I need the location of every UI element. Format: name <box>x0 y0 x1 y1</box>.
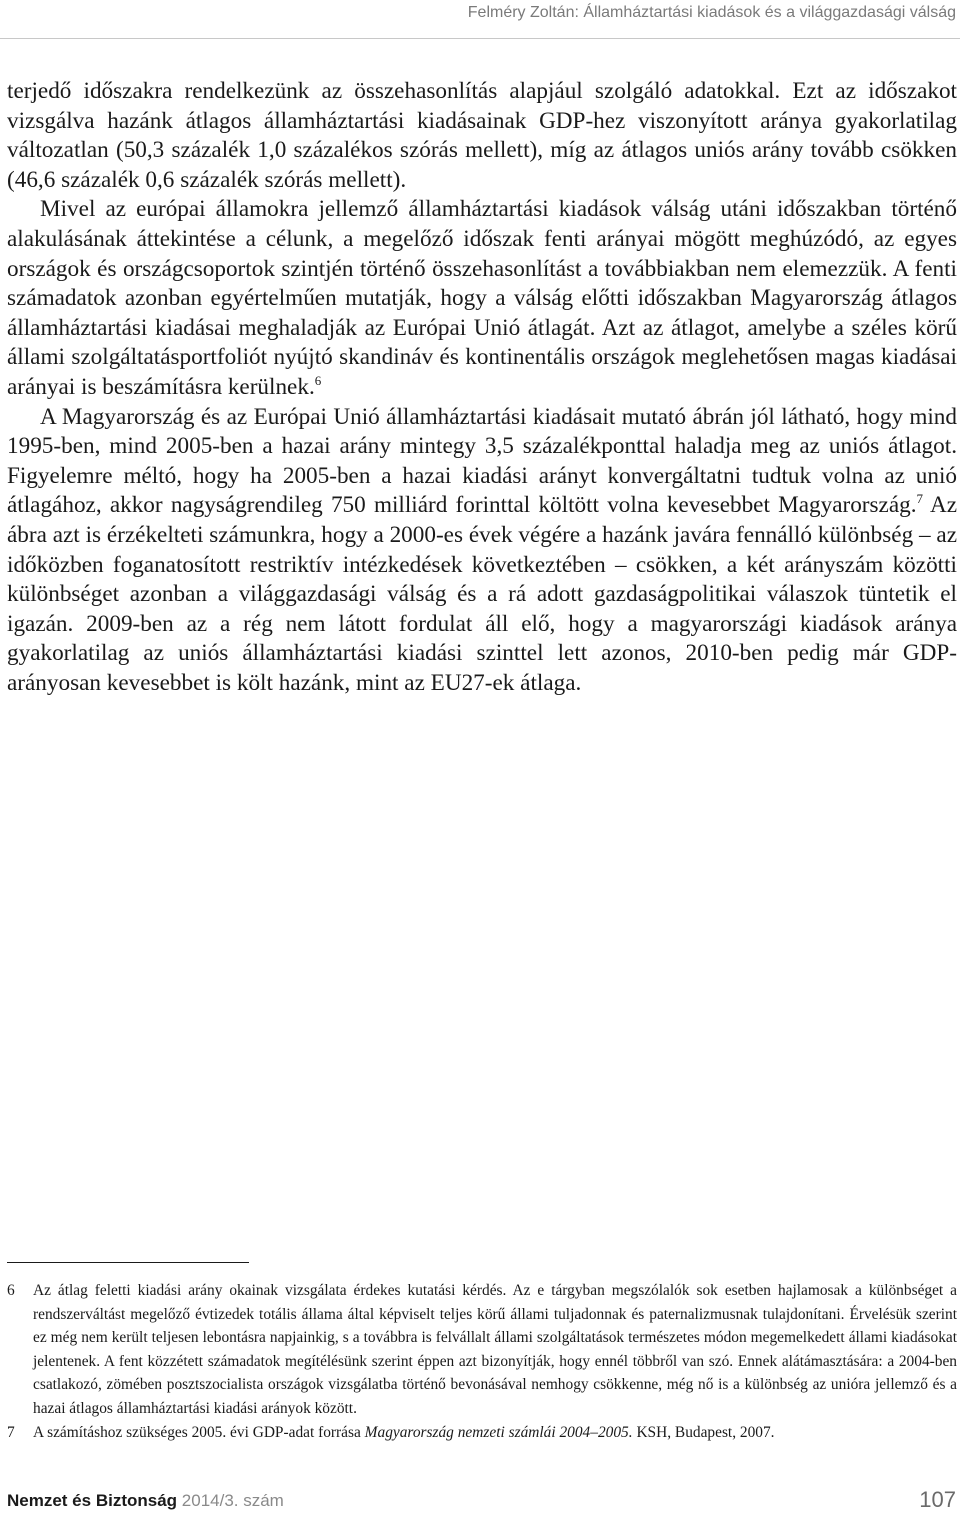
source-title: Magyarország nemzeti számlái 2004–2005. <box>364 1423 633 1441</box>
paragraph: A Magyarország és az Európai Unió államháztartási kiadásait mutató ábrán jól látható, hogy mind 1995-ben, mind 2005-ben a hazai arány mintegy 3,5 százalékponttal haladja meg az uniós átlagot. Figyelemre méltó, hogy ha 2005-ben a hazai kiadási arányt konvergáltatni tudtuk volna az unió átlagához, akkor nagyságrendileg 750 milliárd forinttal költött volna kevesebbet Magyarország.$^7$ Az ábra azt is érzékelteti számunkra, hogy a 2000-es évek végére a hazánk javára fennálló különbség – az időközben foganatosított restriktív intézkedések következtében – csökken, a két arányszám közötti különbséget azonban a világgazdasági válság és a rá adott gazdaságpolitikai válaszok tüntetik el igazán. 2009-ben az a rég nem látott fordulat áll elő, hogy a magyarországi kiadások aránya gyakorlatilag az uniós államháztartási kiadási szinttel lett azonos, 2010-ben pedig már GDP-arányosan kevesebbet is költ hazánk, mint az EU27-ek átlaga. <box>7 403 957 696</box>
footnote-ref[interactable]: 7 <box>916 491 924 507</box>
paragraph: Mivel az európai államokra jellemző államháztartási kiadások válság utáni időszakban történő alakulásának áttekintése a célunk, a megelőző időszak fenti arányai mögött meghúzódó, az egyes országok és országcsoportok szintjén történő összehasonlítást a továbbiakban nem elemezzük. A fenti számadatok azonban egyértelműen mutatják, hogy a válság előtti időszakban Magyarország átlagos államháztartási kiadásai meghaladják az Európai Unió átlagát. Azt az átlagot, amelybe a széles körű állami szolgáltatásportfoliót nyújtó skandináv és kontinentális országok meglehetősen magas kiadásai arányai is beszámításra kerülnek.$^6$ <box>7 196 957 400</box>
footnote-text: A számításhoz szükséges 2005. évi GDP-adat forrása Magyarország nemzeti számlái 2004–2005. KSH, Budapest, 2007. <box>33 1423 775 1441</box>
footnote-ref[interactable]: 6 <box>314 372 322 388</box>
footnotes <box>7 1279 957 1444</box>
running-head: Felméry Zoltán: Államháztartási kiadások és a világgazdasági válság <box>467 4 956 21</box>
issue-number: 2014/3. szám <box>181 1491 284 1510</box>
header-rule <box>0 38 960 39</box>
footer-left <box>7 1491 284 1517</box>
page-footer <box>7 1487 956 1517</box>
page-number: 107 <box>919 1487 956 1512</box>
footnote <box>7 1279 957 1421</box>
paragraph: terjedő időszakra rendelkezünk az összehasonlítás alapjául szolgáló adatokkal. Ezt az időszakot vizsgálva hazánk átlagos államháztartási kiadásainak GDP-hez viszonyított aránya gyakorlatilag változatlan (50,3 százalék 1,0 százalékos szórás mellett), míg az átlagos uniós arány tovább csökken (46,6 százalék 0,6 százalék szórás mellett). <box>7 78 957 193</box>
body-text <box>7 77 957 698</box>
footnote <box>7 1421 957 1445</box>
journal-title: Nemzet és Biztonság <box>7 1491 178 1510</box>
footnote-number: 6 <box>7 1282 15 1299</box>
footnote-rule <box>7 1262 249 1263</box>
footnote-text: Az átlag feletti kiadási arány okainak vizsgálata érdekes kutatási kérdés. Az e tárgyban megszólalók sok esetben hajlamosak a különbséget a rendszerváltást megelőző évtizedek totális állama által képviselt teljes körű állami tuljadonnak és paternalizmusnak tulajdonítani. Érvelésük szerint ez még nem került teljesen lebontásra napjainkig, s a továbbra is felvállalt állami szolgáltatások természetes módon megemelkedett állami kiadásokat jelentenek. A fent közzétett számadatok megítélésünk szerint éppen azt bizonyítják, hogy ennél többről van szó. Ennek alátámasztására: a 2004-ben csatlakozó, zömében posztszocialista országok vizsgálatba történő bevonásával nemhogy csökkenne, még nő is a különbség az unióra jellemző és a hazai átlagos államháztartási kiadási arányok között. <box>33 1282 957 1417</box>
footnote-number: 7 <box>7 1423 15 1441</box>
